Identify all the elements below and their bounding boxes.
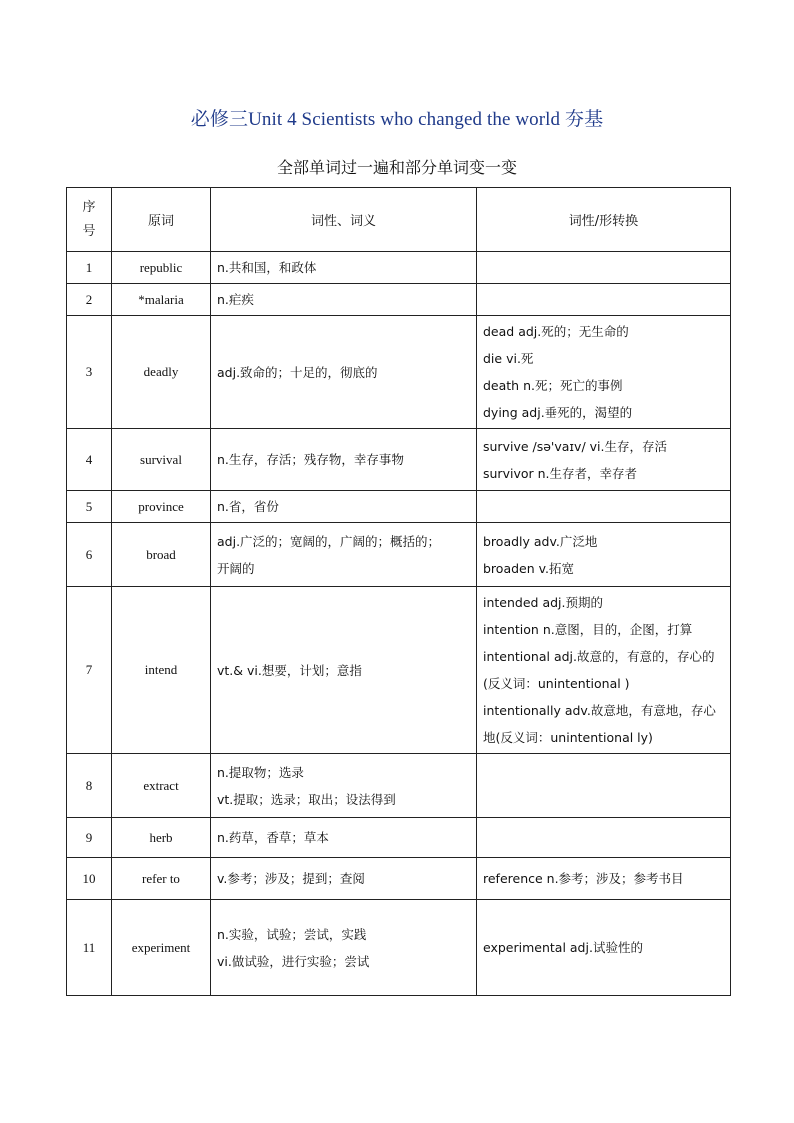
form-line: dying adj.垂死的，渴望的 bbox=[483, 405, 633, 420]
meaning-line: n.实验，试验；尝试，实践 bbox=[217, 926, 367, 942]
table-row bbox=[67, 429, 731, 491]
row-word: refer to bbox=[112, 858, 211, 900]
meaning-line: n.药草，香草；草本 bbox=[217, 830, 329, 845]
row-meaning bbox=[211, 587, 477, 754]
form-line: survive /sə'vaɪv/ vi.生存，存活 bbox=[483, 438, 667, 454]
row-forms bbox=[477, 284, 731, 316]
row-forms bbox=[477, 900, 731, 996]
row-word: republic bbox=[112, 252, 211, 284]
meaning-line: v.参考；涉及；提到；查阅 bbox=[217, 871, 365, 886]
row-index: 4 bbox=[67, 429, 112, 491]
meaning-line: n.省，省份 bbox=[217, 499, 279, 514]
row-meaning bbox=[211, 818, 477, 858]
table-row bbox=[67, 491, 731, 523]
form-line: broadly adv.广泛地 bbox=[483, 533, 598, 549]
meaning-line: vi.做试验，进行实验；尝试 bbox=[217, 953, 370, 969]
row-index: 11 bbox=[67, 900, 112, 996]
row-word: deadly bbox=[112, 316, 211, 429]
form-line: intentional adj.故意的，有意的，存心的 bbox=[483, 649, 715, 664]
row-word: survival bbox=[112, 429, 211, 491]
meaning-line: n.共和国，和政体 bbox=[217, 260, 317, 275]
table-row bbox=[67, 523, 731, 587]
row-index: 9 bbox=[67, 818, 112, 858]
form-line: intended adj.预期的 bbox=[483, 595, 603, 610]
meaning-line: n.提取物；选录 bbox=[217, 764, 304, 780]
row-word: *malaria bbox=[112, 284, 211, 316]
row-index: 8 bbox=[67, 754, 112, 818]
row-index: 3 bbox=[67, 316, 112, 429]
row-forms bbox=[477, 429, 731, 491]
form-line: intentionally adv.故意地，有意地，存心 bbox=[483, 703, 716, 718]
meaning-line: n.疟疾 bbox=[217, 292, 254, 307]
row-meaning bbox=[211, 252, 477, 284]
row-meaning bbox=[211, 429, 477, 491]
form-line: (反义词：unintentional ) bbox=[483, 676, 630, 691]
row-meaning bbox=[211, 754, 477, 818]
table-row bbox=[67, 818, 731, 858]
meaning-line: adj.致命的；十足的，彻底的 bbox=[217, 364, 378, 380]
row-meaning bbox=[211, 491, 477, 523]
row-meaning bbox=[211, 316, 477, 429]
row-word: province bbox=[112, 491, 211, 523]
table-row bbox=[67, 858, 731, 900]
table-body bbox=[67, 252, 731, 996]
header-meaning: 词性、词义 bbox=[211, 188, 477, 252]
row-meaning bbox=[211, 523, 477, 587]
row-index: 10 bbox=[67, 858, 112, 900]
table-row bbox=[67, 316, 731, 429]
row-index: 5 bbox=[67, 491, 112, 523]
form-line: 地(反义词：unintentional ly) bbox=[483, 730, 653, 745]
page-title: 必修三Unit 4 Scientists who changed the world 夯基 bbox=[190, 109, 604, 130]
row-meaning bbox=[211, 284, 477, 316]
row-forms bbox=[477, 858, 731, 900]
vocabulary-table bbox=[66, 187, 731, 996]
table-row bbox=[67, 252, 731, 284]
row-index: 6 bbox=[67, 523, 112, 587]
row-forms bbox=[477, 252, 731, 284]
form-line: reference n.参考；涉及；参考书目 bbox=[483, 871, 684, 886]
form-line: death n.死；死亡的事例 bbox=[483, 378, 623, 393]
row-word: broad bbox=[112, 523, 211, 587]
meaning-line: adj.广泛的；宽阔的，广阔的；概括的； bbox=[217, 533, 441, 549]
table-row bbox=[67, 754, 731, 818]
row-meaning bbox=[211, 858, 477, 900]
row-index: 1 bbox=[67, 252, 112, 284]
meaning-line: vt.& vi.想要，计划；意指 bbox=[217, 662, 362, 678]
row-forms bbox=[477, 818, 731, 858]
form-line: intention n.意图，目的，企图，打算 bbox=[483, 622, 693, 637]
row-word: intend bbox=[112, 587, 211, 754]
row-forms bbox=[477, 316, 731, 429]
row-index: 2 bbox=[67, 284, 112, 316]
row-forms bbox=[477, 491, 731, 523]
header-word: 原词 bbox=[112, 188, 211, 252]
table-row bbox=[67, 284, 731, 316]
header-forms: 词性/形转换 bbox=[477, 188, 731, 252]
form-line: broaden v.拓宽 bbox=[483, 560, 575, 576]
table-row bbox=[67, 900, 731, 996]
row-forms bbox=[477, 754, 731, 818]
page-subtitle: 全部单词过一遍和部分单词变一变 bbox=[276, 158, 517, 177]
form-line: dead adj.死的；无生命的 bbox=[483, 324, 629, 339]
row-index: 7 bbox=[67, 587, 112, 754]
row-word: extract bbox=[112, 754, 211, 818]
form-line: survivor n.生存者，幸存者 bbox=[483, 465, 637, 481]
table-header-row bbox=[67, 188, 731, 252]
table-row bbox=[67, 587, 731, 754]
form-line: experimental adj.试验性的 bbox=[483, 940, 643, 955]
row-word: herb bbox=[112, 818, 211, 858]
row-meaning bbox=[211, 900, 477, 996]
row-forms bbox=[477, 523, 731, 587]
row-forms bbox=[477, 587, 731, 754]
meaning-line: 开阔的 bbox=[217, 560, 255, 576]
meaning-line: vt.提取；选录；取出；设法得到 bbox=[217, 791, 396, 807]
meaning-line: n.生存，存活；残存物，幸存事物 bbox=[217, 452, 404, 467]
row-word: experiment bbox=[112, 900, 211, 996]
header-index: 序号 bbox=[67, 188, 112, 252]
form-line: die vi.死 bbox=[483, 351, 534, 366]
